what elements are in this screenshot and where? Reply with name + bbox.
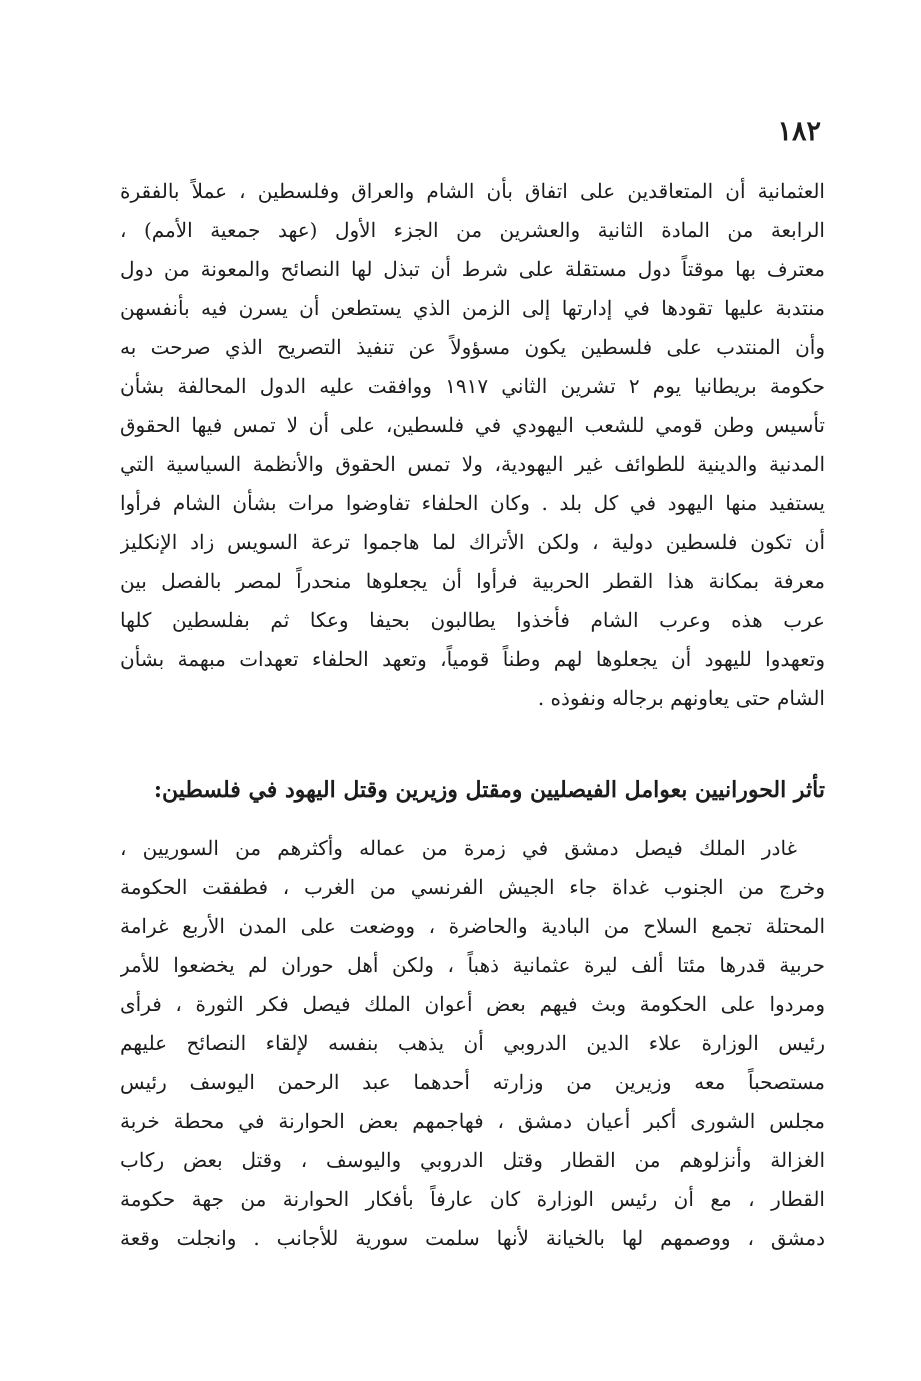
text-line: المدنية والدينية للطوائف غير اليهودية، ولا تمس الحقوق والأنظمة السياسية التي — [120, 452, 825, 476]
text-line: أن تكون فلسطين دولية ، ولكن الأتراك لما هاجموا ترعة السويس زاد الإنكليز — [120, 530, 825, 554]
text-line: تأسيس وطن قومي للشعب اليهودي في فلسطين، على أن لا تمس فيها الحقوق — [120, 413, 825, 437]
text-line: وأن المنتدب على فلسطين يكون مسؤولاً عن تنفيذ التصريح الذي صرحت به — [120, 335, 825, 359]
section-heading: تأثر الحورانيين بعوامل الفيصليين ومقتل وزيرين وقتل اليهود في فلسطين: — [153, 777, 825, 803]
text-line: الغزالة وأنزلوهم من القطار وقتل الدروبي واليوسف ، وقتل بعض ركاب — [120, 1148, 825, 1172]
text-line: مجلس الشورى أكبر أعيان دمشق ، فهاجمهم بعض الحوارنة في محطة خربة — [120, 1109, 825, 1133]
text-line: غادر الملك فيصل دمشق في زمرة من عماله وأكثرهم من السوريين ، — [120, 836, 797, 860]
text-line: حربية قدرها مئتا ألف ليرة عثمانية ذهباً ، ولكن أهل حوران لم يخضعوا للأمر — [120, 953, 825, 977]
text-line: حكومة بريطانيا يوم ٢ تشرين الثاني ١٩١٧ ووافقت عليه الدول المحالفة بشأن — [120, 374, 825, 398]
text-line: معرفة بمكانة هذا القطر الحربية فرأوا أن يجعلوها منحدراً لمصر بالفصل بين — [120, 569, 825, 593]
text-line: وتعهدوا لليهود أن يجعلوها لهم وطناً قومياً، وتعهد الحلفاء تعهدات مبهمة بشأن — [120, 647, 825, 671]
text-line: عرب هذه وعرب الشام فأخذوا يطالبون بحيفا وعكا ثم بفلسطين كلها — [120, 608, 825, 632]
paragraph-top — [120, 172, 825, 718]
text-line: منتدبة عليها تقودها في إدارتها إلى الزمن الذي يستطعن أن يسرن فيه بأنفسهن — [120, 296, 825, 320]
text-line: القطار ، مع أن رئيس الوزارة كان عارفاً بأفكار الحوارنة من جهة حكومة — [120, 1187, 825, 1211]
text-line: رئيس الوزارة علاء الدين الدروبي أن يذهب بنفسه لإلقاء النصائح عليهم — [120, 1031, 825, 1055]
text-line: الرابعة من المادة الثانية والعشرين من الجزء الأول (عهد جمعية الأمم) ، — [120, 218, 825, 242]
text-line: الشام حتى يعاونهم برجاله ونفوذه . — [537, 686, 825, 710]
text-line: المحتلة تجمع السلاح من البادية والحاضرة ، ووضعت على المدن الأربع غرامة — [120, 914, 825, 938]
text-line: ومردوا على الحكومة وبث فيهم بعض أعوان الملك فيصل فكر الثورة ، فرأى — [120, 992, 825, 1016]
text-line: مستصحباً معه وزيرين من وزارته أحدهما عبد الرحمن اليوسف رئيس — [120, 1070, 825, 1094]
text-line: العثمانية أن المتعاقدين على اتفاق بأن الشام والعراق وفلسطين ، عملاً بالفقرة — [120, 179, 825, 203]
paragraph-bottom — [120, 829, 825, 1258]
text-line: يستفيد منها اليهود في كل بلد . وكان الحلفاء تفاوضوا مرات بشأن الشام فرأوا — [120, 491, 825, 515]
page-number: ١٨٢ — [777, 116, 821, 147]
text-line: دمشق ، ووصمهم لها بالخيانة لأنها سلمت سورية للأجانب . وانجلت وقعة — [120, 1226, 825, 1250]
text-line: وخرج من الجنوب غداة جاء الجيش الفرنسي من الغرب ، فطفقت الحكومة — [120, 875, 825, 899]
text-line: معترف بها موقتاً دول مستقلة على شرط أن تبذل لها النصائح والمعونة من دول — [120, 257, 825, 281]
